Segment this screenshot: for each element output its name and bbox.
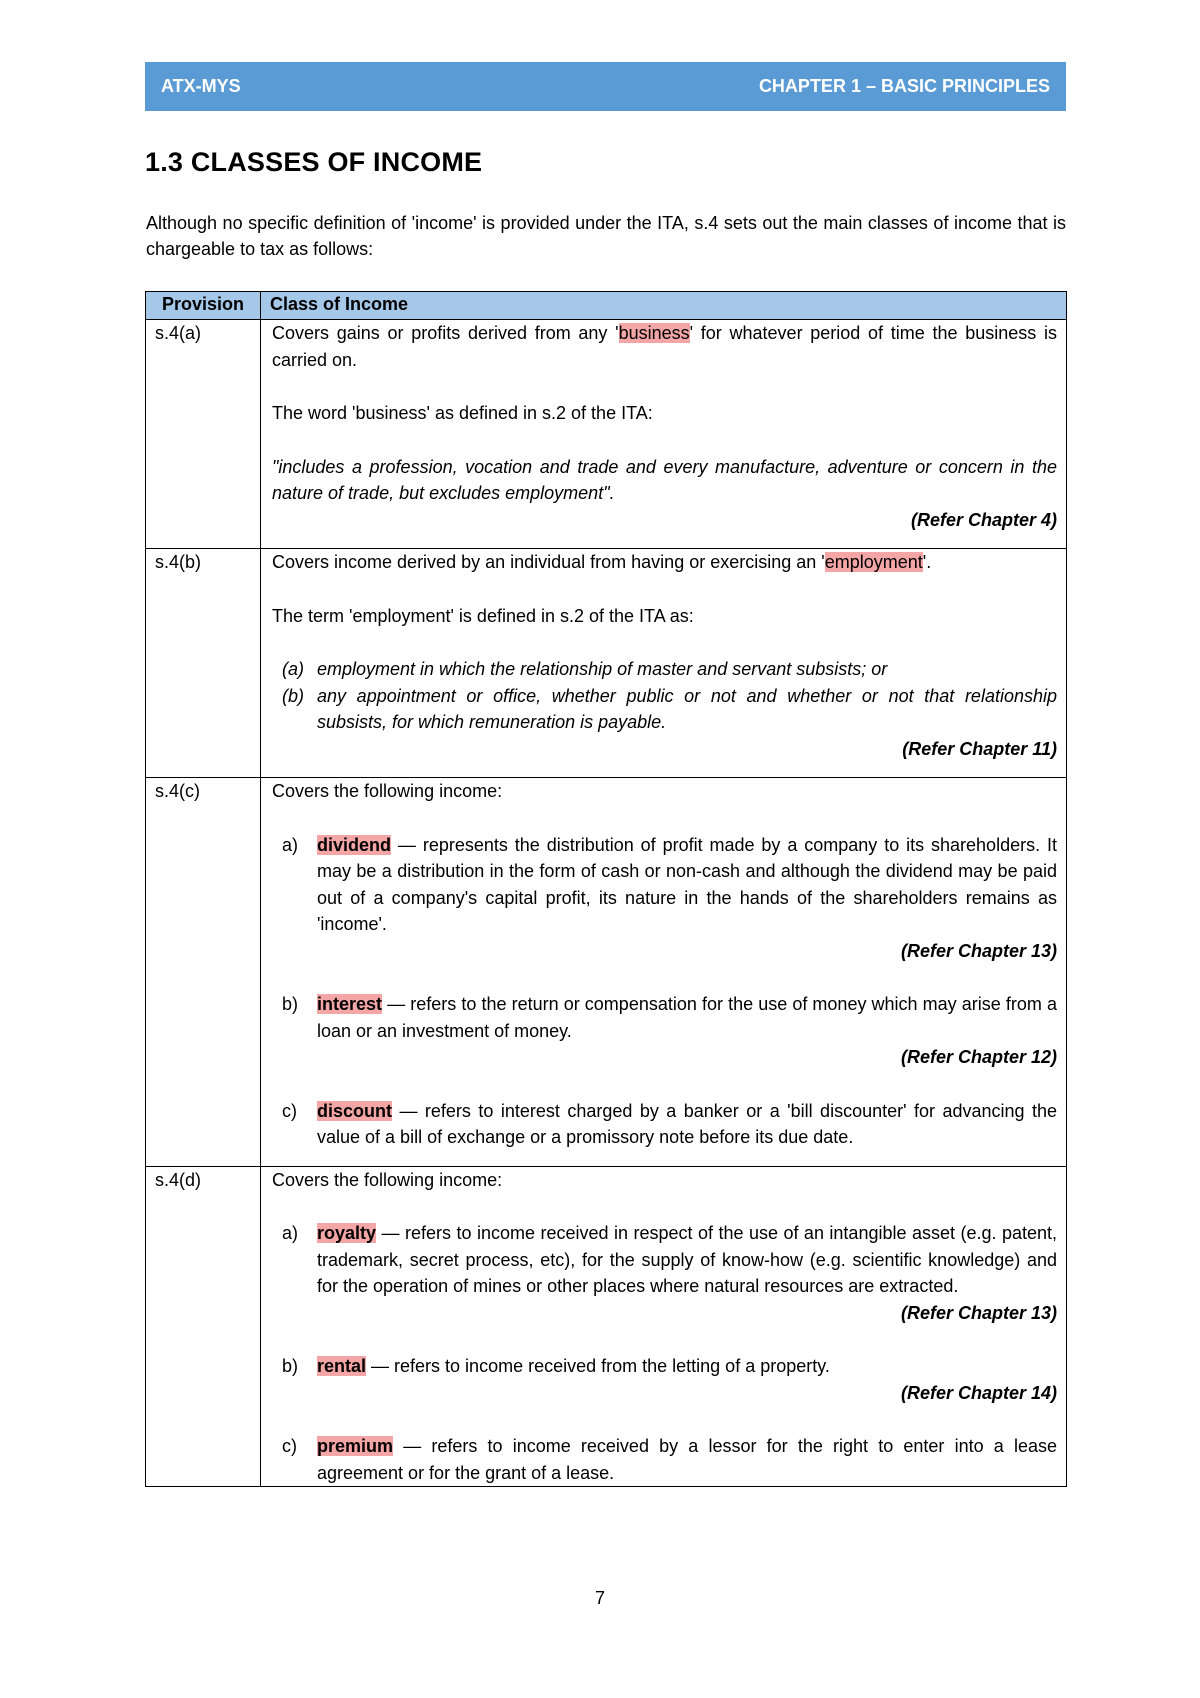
row-description: Covers gains or profits derived from any 'business' for whatever period of time the business is carried on.: [272, 323, 1057, 370]
list-item: [272, 1098, 1057, 1151]
list-text: any appointment or office, whether public or not and whether or not that relationship subsists, for which remuneration is payable.: [317, 685, 1057, 732]
table-row: [146, 549, 1067, 778]
highlighted-term: dividend: [317, 834, 392, 855]
highlighted-term: interest: [317, 994, 383, 1014]
definition-intro: The term 'employment' is defined in s.2 of the ITA as:: [272, 605, 694, 626]
list-item: [272, 1353, 1057, 1380]
list-text: dividend — represents the distribution of profit made by a company to its shareholders. It may be a distribution in the form of cash or non-cash and although the dividend may be paid out of a company's capital profit, its nature in the hands of the shareholders remains as 'income'.: [317, 834, 1057, 934]
provision-cell: s.4(c): [146, 778, 261, 1167]
provision-cell: s.4(b): [146, 549, 261, 778]
list-marker: (b): [282, 685, 304, 706]
list-item: [272, 991, 1057, 1044]
chapter-reference: (Refer Chapter 11): [902, 738, 1057, 759]
provision-cell: s.4(d): [146, 1166, 261, 1487]
class-cell: [261, 1166, 1067, 1487]
list-item: [272, 832, 1057, 938]
list-text: discount — refers to interest charged by a banker or a 'bill discounter' for advancing the value of a bill of exchange or a promissory note before its due date.: [317, 1100, 1057, 1147]
list-item: [272, 1220, 1057, 1300]
class-cell: [261, 778, 1067, 1167]
highlighted-term: employment: [824, 552, 923, 572]
table-row: [146, 1166, 1067, 1487]
intro-paragraph: Although no specific definition of 'income' is provided under the ITA, s.4 sets out the main classes of income that is chargeable to tax as follows:: [146, 213, 1066, 259]
definition-quote: "includes a profession, vocation and trade and every manufacture, adventure or concern in the nature of trade, but excludes employment".: [272, 456, 1057, 503]
page-number: 7: [594, 1588, 605, 1608]
header-right: CHAPTER 1 – BASIC PRINCIPLES: [758, 76, 1050, 96]
list-marker: c): [282, 1100, 297, 1121]
class-cell: [261, 320, 1067, 549]
row-description: Covers the following income:: [272, 1169, 503, 1190]
header-left: ATX-MYS: [161, 76, 241, 96]
list-text: interest — refers to the return or compensation for the use of money which may arise from a loan or an investment of money.: [317, 994, 1057, 1041]
class-cell: [261, 549, 1067, 778]
income-classes-table: [145, 291, 1067, 1487]
row-description: Covers the following income:: [272, 781, 503, 801]
highlighted-term: rental: [317, 1356, 367, 1376]
list-text: premium — refers to income received by a lessor for the right to enter into a lease agreement or for the grant of a lease.: [317, 1436, 1057, 1483]
highlighted-term: premium: [317, 1436, 394, 1456]
table-header-row: [146, 292, 1067, 320]
list-marker: a): [282, 834, 299, 855]
header-bar: [145, 62, 1066, 111]
table-row: [146, 778, 1067, 1167]
list-item: [272, 683, 1057, 736]
chapter-reference: (Refer Chapter 13): [900, 1302, 1057, 1323]
list-text: employment in which the relationship of master and servant subsists; or: [317, 659, 888, 679]
table-row: [146, 320, 1067, 549]
list-item: [272, 656, 1057, 683]
list-marker: b): [282, 1356, 299, 1376]
list-text: royalty — refers to income received in respect of the use of an intangible asset (e.g. patent, trademark, secret process, etc), for the supply of know-how (e.g. scientific knowledge) and for the operation of mines or other places where natural resources are extracted.: [317, 1223, 1057, 1296]
highlighted-term: business: [618, 323, 690, 343]
list-text: rental — refers to income received from the letting of a property.: [317, 1356, 830, 1376]
list-marker: c): [282, 1436, 297, 1456]
list-marker: (a): [282, 659, 304, 679]
definition-intro: The word 'business' as defined in s.2 of the ITA:: [272, 403, 653, 423]
chapter-reference: (Refer Chapter 14): [900, 1382, 1057, 1403]
chapter-reference: (Refer Chapter 4): [910, 509, 1057, 530]
list-item: [272, 1433, 1057, 1486]
chapter-reference: (Refer Chapter 13): [900, 940, 1057, 961]
column-header-provision: Provision: [146, 292, 261, 320]
highlighted-term: discount: [317, 1100, 392, 1121]
list-marker: b): [282, 994, 299, 1014]
row-description: Covers income derived by an individual from having or exercising an 'employment'.: [272, 552, 932, 572]
list-marker: a): [282, 1223, 299, 1243]
column-header-class: Class of Income: [261, 292, 1067, 320]
provision-cell: s.4(a): [146, 320, 261, 549]
highlighted-term: royalty: [317, 1223, 377, 1243]
chapter-reference: (Refer Chapter 12): [900, 1047, 1057, 1067]
section-title: 1.3 CLASSES OF INCOME: [145, 147, 483, 177]
